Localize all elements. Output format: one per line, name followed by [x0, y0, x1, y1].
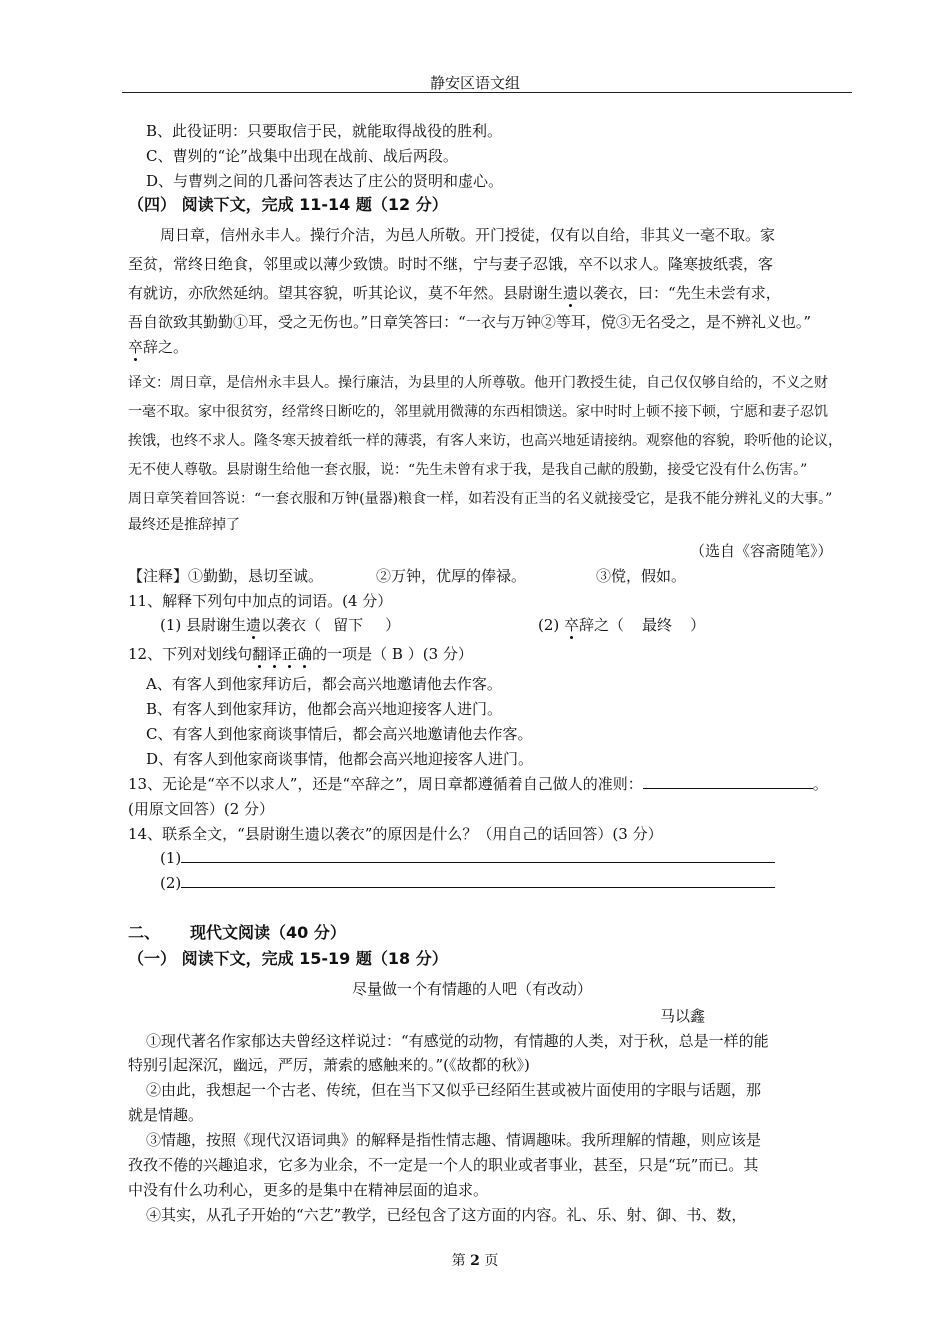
q13-answer-blank[interactable]	[643, 774, 813, 789]
q11-item-2: (2) 卒辞之（ 最终 ）	[538, 616, 706, 634]
article-para-3-line-1: ③情趣，按照《现代汉语词典》的解释是指性情志趣、情调趣味。我所理解的情趣，则应该是	[146, 1131, 762, 1149]
q11-answer-2: 最终	[642, 616, 673, 634]
q11-dotted-yi: 遗	[246, 616, 262, 634]
article-para-1-line-2: 特别引起深沉，幽远，严厉，萧索的感触来的。”(《故都的秋》)	[128, 1056, 530, 1074]
page-number: 2	[470, 1253, 480, 1269]
dotted-char-yi: 遗	[563, 284, 579, 302]
article-para-2-line-1: ②由此，我想起一个古老、传统，但在当下又似乎已经陌生甚或被片面使用的字眼与话题，那	[146, 1081, 762, 1099]
note-1: 【注释】①勤勤，恳切至诚。	[128, 567, 324, 585]
q14-blank-1: (1)	[160, 848, 775, 867]
article-para-3-line-2: 孜孜不倦的兴趣追求，它多为业余，不一定是一个人的职业或者事业，甚至，只是“玩”而已。其	[128, 1156, 759, 1174]
article-para-3-line-3: 中没有什么功利心，更多的是集中在精神层面的追求。	[128, 1181, 489, 1199]
q12-option-b: B、有客人到他家拜访，他都会高兴地迎接客人进门。	[146, 700, 503, 718]
q13-note: (用原文回答）(2 分）	[128, 800, 275, 818]
header-rule	[122, 92, 852, 93]
translation-line-1: 译文：周日章，是信州永丰县人。操行廉洁，为县里的人所尊敬。他开门教授生徒，自己仅仅够自给的，不义之财	[128, 375, 828, 391]
article-title: 尽量做一个有情趣的人吧（有改动）	[352, 980, 593, 998]
part2-heading-number: 二、	[128, 923, 161, 942]
article-para-2-line-2: 就是情趣。	[128, 1106, 204, 1124]
passage-line-5: 卒辞之。	[128, 338, 189, 356]
q11-answer-1: 留下	[333, 616, 364, 634]
article-para-1-line-1: ①现代著名作家郁达夫曾经这样说过：“有感觉的动物，有情趣的人类，对于秋，总是一样的能	[146, 1032, 769, 1050]
prev-option-d: D、与曹刿之间的几番问答表达了庄公的贤明和虚心。	[146, 172, 504, 190]
passage-line-4: 吾自欲致其勤勤①耳，受之无伤也。”日章笑答曰：“一衣与万钟②等耳，傥③无名受之，是不辨礼义也。”	[128, 313, 812, 331]
part2-heading: 现代文阅读（40 分）	[190, 923, 346, 942]
passage-line-3: 有就访，亦欣然延纳。望其容貌，听其论议，莫不年然。县尉谢生遗以袭衣，曰：“先生未尝有求，	[128, 284, 781, 302]
dotted-char-zu: 卒	[128, 338, 144, 356]
q12-stem: 12、下列对划线句翻译正确的一项是（ B ）(3 分）	[128, 645, 473, 663]
translation-line-6: 最终还是推辞掉了	[128, 517, 240, 533]
prev-option-b: B、此役证明：只要取信于民，就能取得战役的胜利。	[146, 122, 503, 140]
q11-item-1: (1) 县尉谢生遗以袭衣（ 留下 ）	[160, 616, 401, 634]
page-footer: 第 2 页	[451, 1253, 499, 1269]
prev-option-c: C、曹刿的“论”战集中出现在战前、战后两段。	[146, 147, 458, 165]
q14-answer-line-1[interactable]	[181, 848, 775, 863]
note-2: ②万钟，优厚的俸禄。	[376, 567, 527, 585]
q12-option-a: A、有客人到他家拜访后，都会高兴地邀请他去作客。	[146, 675, 502, 693]
article-para-4-line-1: ④其实，从孔子开始的“六艺”教学，已经包含了这方面的内容。礼、乐、射、御、书、数，	[146, 1206, 747, 1224]
q13-stem: 13、无论是“卒不以求人”，还是“卒辞之”，周日章都遵循着自己做人的准则： 。	[128, 775, 828, 793]
page-header: 静安区语文组	[429, 74, 520, 92]
passage-line-1: 周日章，信州永丰人。操行介洁，为邑人所敬。开门授徒，仅有以自给，非其义一毫不取。家	[160, 226, 776, 244]
translation-line-5: 周日章笑着回答说：“一套衣服和万钟(量器)粮食一样，如若没有正当的名义就接受它，是我不能分辨礼义的大事。”	[128, 491, 833, 507]
article-author: 马以鑫	[660, 1007, 706, 1025]
source-citation: （选自《容斋随笔》）	[690, 542, 833, 560]
translation-line-2: 一毫不取。家中很贫穷，经常终日断吃的，邻里就用微薄的东西相馈送。家中时时上顿不接下顿，宁愿和妻子忍饥	[128, 404, 828, 420]
q14-blank-2: (2)	[160, 873, 775, 892]
q12-option-c: C、有客人到他家商谈事情后，都会高兴地邀请他去作客。	[146, 725, 533, 743]
q14-stem: 14、联系全文，“县尉谢生遗以袭衣”的原因是什么？（用自己的话回答）(3 分）	[128, 825, 663, 843]
part2-sub-heading: （一） 阅读下文，完成 15-19 题（18 分）	[128, 949, 448, 968]
note-3: ③傥，假如。	[596, 567, 687, 585]
q14-answer-line-2[interactable]	[181, 873, 775, 888]
passage-line-2: 至贫，常终日绝食，邻里或以薄少致馈。时时不继，宁与妻子忍饿，卒不以求人。隆寒披纸裘，客	[128, 255, 774, 273]
section4-heading: （四） 阅读下文，完成 11-14 题（12 分）	[128, 195, 448, 214]
q11-stem: 11、解释下列句中加点的词语。(4 分）	[128, 592, 393, 610]
translation-line-3: 挨饿，也终不求人。隆冬寒天披着纸一样的薄裘，有客人来访，也高兴地延请接纳。观察他的容貌，聆听他的论议，	[128, 433, 842, 449]
translation-line-4: 无不使人尊敬。县尉谢生给他一套衣服，说：“先生未曾有求于我，是我自己献的殷勤，接受它没有什么伤害。”	[128, 462, 808, 478]
q11-dotted-zu: 卒	[564, 616, 580, 634]
q12-option-d: D、有客人到他家商谈事情，他都会高兴地迎接客人进门。	[146, 750, 534, 768]
